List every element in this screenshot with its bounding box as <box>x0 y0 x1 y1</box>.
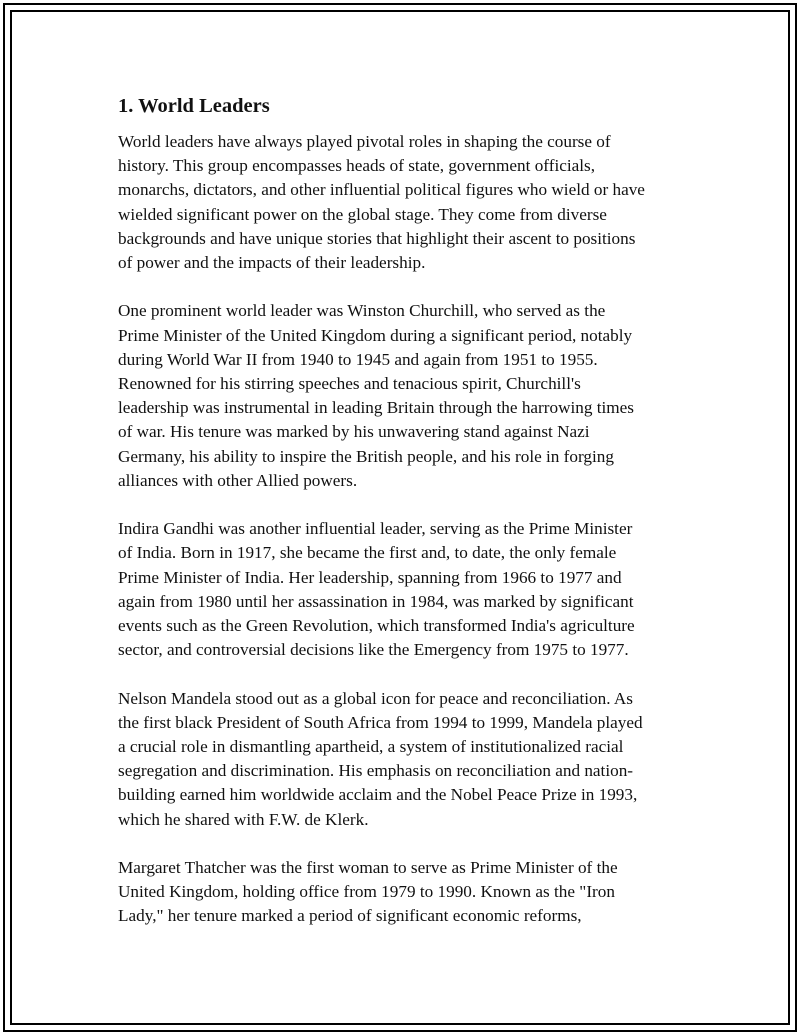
text-line: Germany, his ability to inspire the British people, and his role in forging <box>118 446 614 466</box>
text-line: during World War II from 1940 to 1945 and again from 1951 to 1955. <box>118 349 598 369</box>
text-line: wielded significant power on the global stage. They come from diverse <box>118 204 607 224</box>
text-line: Lady," her tenure marked a period of significant economic reforms, <box>118 906 582 926</box>
text-line: monarchs, dictators, and other influential political figures who wield or have <box>118 180 645 200</box>
text-line: United Kingdom, holding office from 1979 to 1990. Known as the "Iron <box>118 882 615 902</box>
paragraph-churchill <box>118 299 693 493</box>
text-line: Prime Minister of India. Her leadership, spanning from 1966 to 1977 and <box>118 567 622 587</box>
text-line: alliances with other Allied powers. <box>118 470 358 490</box>
document-body <box>118 92 693 953</box>
text-line: sector, and controversial decisions like the Emergency from 1975 to 1977. <box>118 640 629 660</box>
text-line: history. This group encompasses heads of state, government officials, <box>118 156 596 176</box>
text-line: Prime Minister of the United Kingdom during a significant period, notably <box>118 325 633 345</box>
text-line: Nelson Mandela stood out as a global icon for peace and reconciliation. As <box>118 688 633 708</box>
text-line: a crucial role in dismantling apartheid, a system of institutionalized racial <box>118 737 624 757</box>
text-line: of war. His tenure was marked by his unwavering stand against Nazi <box>118 422 590 442</box>
text-line: backgrounds and have unique stories that highlight their ascent to positions <box>118 228 636 248</box>
text-line: events such as the Green Revolution, which transformed India's agriculture <box>118 616 635 636</box>
paragraph-intro <box>118 130 693 275</box>
text-line: leadership was instrumental in leading Britain through the harrowing times <box>118 398 634 418</box>
text-line: segregation and discrimination. His emphasis on reconciliation and nation- <box>118 761 634 781</box>
text-line: One prominent world leader was Winston Churchill, who served as the <box>118 301 606 321</box>
text-line: World leaders have always played pivotal roles in shaping the course of <box>118 132 611 151</box>
paragraph-mandela <box>118 687 693 832</box>
text-line: building earned him worldwide acclaim and the Nobel Peace Prize in 1993, <box>118 785 638 805</box>
text-line: Renowned for his stirring speeches and tenacious spirit, Churchill's <box>118 374 581 394</box>
text-line: which he shared with F.W. de Klerk. <box>118 809 369 829</box>
text-line: again from 1980 until her assassination in 1984, was marked by significant <box>118 591 634 611</box>
text-line: of power and the impacts of their leadership. <box>118 253 426 273</box>
text-line: of India. Born in 1917, she became the first and, to date, the only female <box>118 543 617 563</box>
paragraph-gandhi <box>118 517 693 662</box>
text-line: the first black President of South Africa from 1994 to 1999, Mandela played <box>118 712 643 732</box>
paragraph-thatcher <box>118 856 693 929</box>
text-line: Margaret Thatcher was the first woman to serve as Prime Minister of the <box>118 858 618 878</box>
page-title: 1. World Leaders <box>118 95 270 117</box>
text-line: Indira Gandhi was another influential leader, serving as the Prime Minister <box>118 519 633 539</box>
